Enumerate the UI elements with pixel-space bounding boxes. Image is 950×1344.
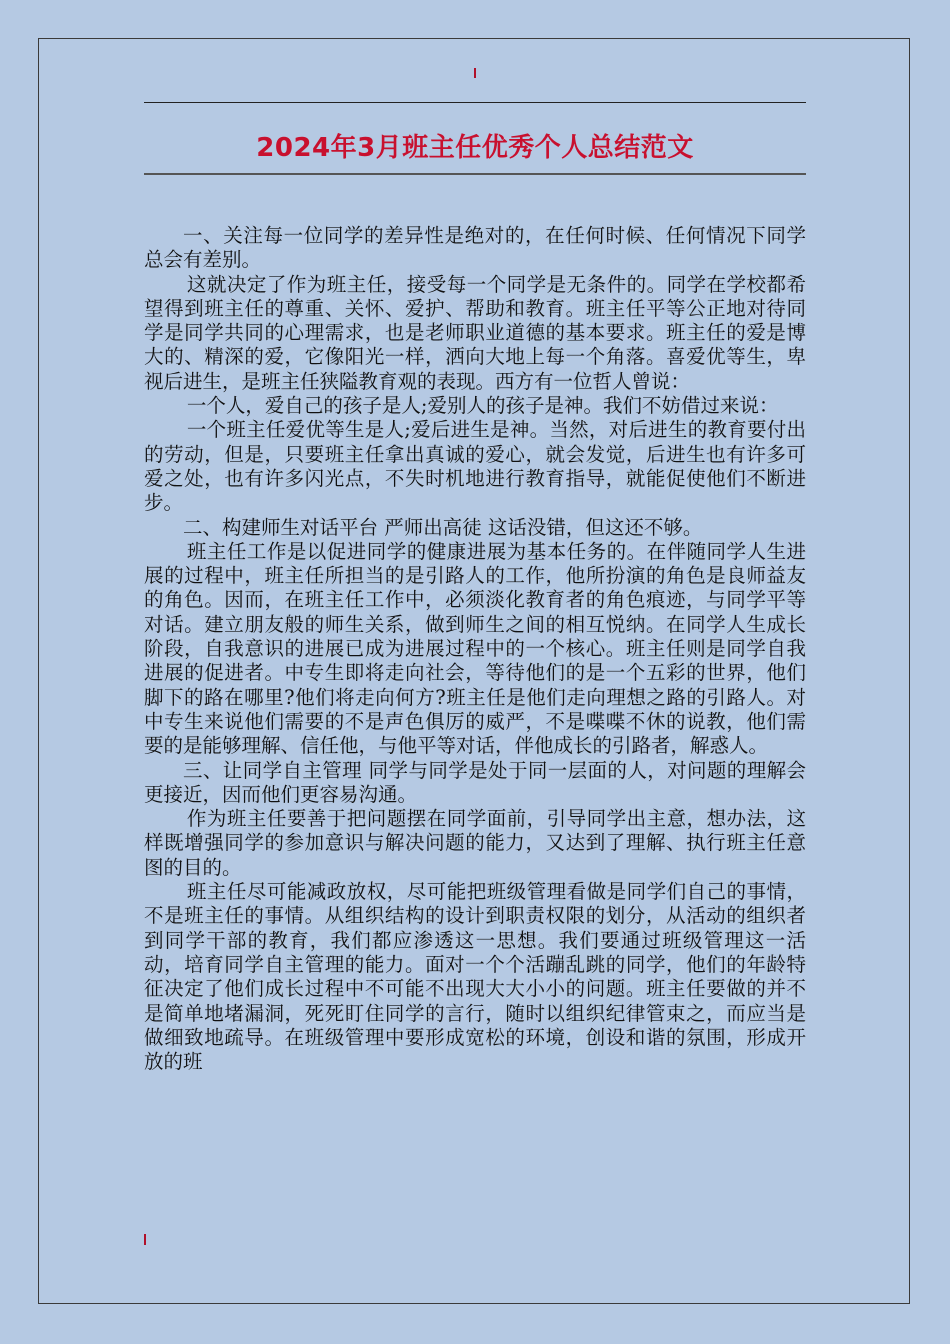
paragraph-5: 二、构建师生对话平台 严师出高徒 这话没错，但这还不够。: [183, 515, 703, 539]
paragraph-1: 一、关注每一位同学的差异性是绝对的，在任何时候、任何情况下同学总会有差别。: [144, 224, 806, 272]
paragraph-2: 这就决定了作为班主任，接受每一个同学是无条件的。同学在学校都希望得到班主任的尊重、关怀、爱护、帮助和教育。班主任平等公正地对待同学是同学共同的心理需求，也是老师职业道德的基本要求。班主任的爱是博大的、精深的爱，它像阳光一样，洒向大地上每一个角落。喜爱优等生，卑视后进生，是班主任狭隘教育观的表现。西方有一位哲人曾说：: [144, 272, 806, 393]
document-title: 2024年3月班主任优秀个人总结范文: [256, 133, 694, 163]
title-underline: [144, 173, 806, 175]
header-mark: [474, 68, 476, 78]
document-body: [144, 224, 806, 1074]
paragraph-8: 作为班主任要善于把问题摆在同学面前，引导同学出主意，想办法，这样既增强同学的参加意识与解决问题的能力，又达到了理解、执行班主任意图的目的。: [144, 807, 806, 879]
footer-mark: [144, 1234, 146, 1245]
paragraph-9: 班主任尽可能减政放权，尽可能把班级管理看做是同学们自己的事情，不是班主任的事情。从组织结构的设计到职责权限的划分，从活动的组织者到同学干部的教育，我们都应渗透这一思想。我们要通过班级管理这一活动，培育同学自主管理的能力。面对一个个活蹦乱跳的同学，他们的年龄特征决定了他们成长过程中不可能不出现大大小小的问题。班主任要做的并不是简单地堵漏洞，死死盯住同学的言行，随时以组织纪律管束之，而应当是做细致地疏导。在班级管理中要形成宽松的环境，创设和谐的氛围，形成开放的班: [144, 880, 806, 1074]
header-rule: [144, 102, 806, 103]
paragraph-6: 班主任工作是以促进同学的健康进展为基本任务的。在伴随同学人生进展的过程中，班主任所担当的是引路人的工作，他所扮演的角色是良师益友的角色。因而，在班主任工作中，必须淡化教育者的角色痕迹，与同学平等对话。建立朋友般的师生关系，做到师生之间的相互悦纳。在同学人生成长阶段，自我意识的进展已成为进展过程中的一个核心。班主任则是同学自我进展的促进者。中专生即将走向社会，等待他们的是一个五彩的世界，他们脚下的路在哪里?他们将走向何方?班主任是他们走向理想之路的引路人。对中专生来说他们需要的不是声色俱厉的威严，不是喋喋不休的说教，他们需要的是能够理解、信任他，与他平等对话，伴他成长的引路者，解惑人。: [144, 539, 806, 758]
paragraph-4: 一个班主任爱优等生是人;爱后进生是神。当然，对后进生的教育要付出的劳动，但是，只要班主任拿出真诚的爱心，就会发觉，后进生也有许多可爱之处，也有许多闪光点，不失时机地进行教育指导，就能促使他们不断进步。: [144, 418, 806, 515]
paragraph-3: 一个人，爱自己的孩子是人;爱别人的孩子是神。我们不妨借过来说：: [186, 394, 779, 418]
paragraph-7: 三、让同学自主管理 同学与同学是处于同一层面的人，对问题的理解会更接近，因而他们更容易沟通。: [144, 758, 806, 806]
